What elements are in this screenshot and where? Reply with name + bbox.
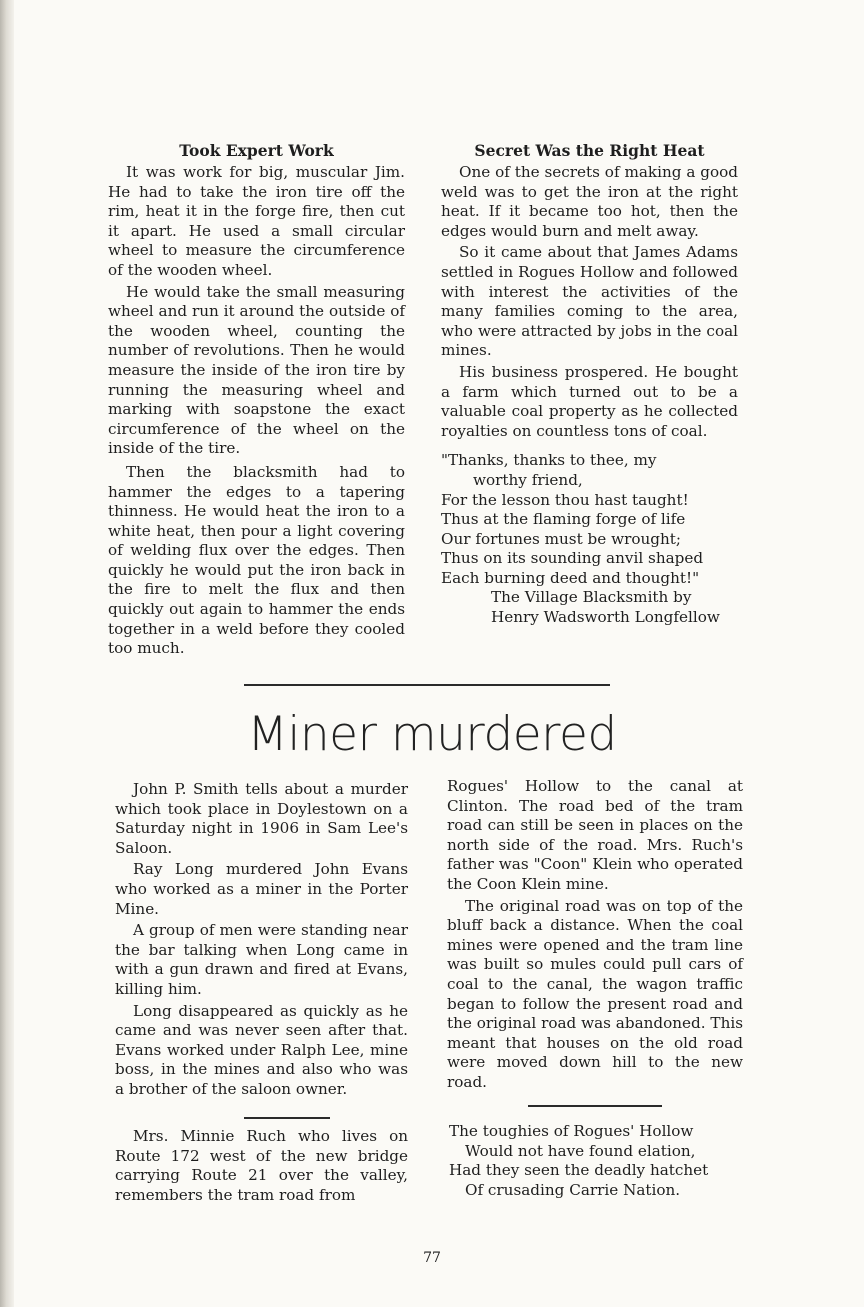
column-ruch-paragraph [115, 1127, 408, 1207]
poem-line: Our fortunes must be wrought; [441, 529, 681, 548]
carrie-nation-verse [449, 1122, 745, 1200]
paragraph: One of the secrets of making a good weld was to get the iron at the right heat. If it became too hot, then the edges would burn and melt away. [441, 163, 738, 240]
paragraph: It was work for big, muscular Jim. He had to take the iron tire off the rim, heat it in the forge fire, then cut it apart. He used a small circular wheel to measure the circumference of the wooden wheel. [108, 163, 405, 279]
column-divider-rule [528, 1105, 662, 1107]
paragraph: Mrs. Minnie Ruch who lives on Route 172 west of the new bridge carrying Route 21 over the valley, remembers the tram road from [115, 1127, 408, 1204]
paragraph: So it came about that James Adams settled in Rogues Hollow and followed with interest the activities of the many families coming to the area, who were attracted by jobs in the coal mines. [441, 243, 738, 360]
verse-line: The toughies of Rogues' Hollow [449, 1122, 694, 1140]
paragraph: His business prospered. He bought a farm which turned out to be a valuable coal property as he collected royalties on countless tons of coal. [441, 362, 738, 440]
paragraph: He would take the small measuring wheel and run it around the outside of the wooden wheel, counting the number of revolutions. Then he would measure the inside of the iron tire by running the measuring wheel and marking with soapstone the exact circumference of the wheel on the inside of the tire. [108, 282, 405, 458]
poem-line: "Thanks, thanks to thee, my [441, 451, 657, 470]
poem-line: Thus at the flaming forge of life [441, 510, 686, 529]
poem-line: For the lesson thou hast taught! [441, 490, 689, 509]
paragraph: Rogues' Hollow to the canal at Clinton. The road bed of the tram road can still be seen in places on the north side of the road. Mrs. Ruch's father was "Coon" Klein who operated the Coon Klein mine. [447, 777, 743, 893]
paragraph: John P. Smith tells about a murder which took place in Doylestown on a Saturday night in 1906 in Sam Lee's Saloon. [115, 780, 408, 857]
paragraph: Ray Long murdered John Evans who worked as a miner in the Porter Mine. [115, 860, 408, 918]
column-took-expert-work [108, 141, 405, 661]
paragraph: Then the blacksmith had to hammer the edges to a tapering thinness. He would heat the iron to a white heat, then pour a light covering of welding flux over the edges. Then quickly he would put the iron back in the fire to melt the flux and then quickly out again to hammer the ends together in a weld before they cooled too much. [108, 462, 405, 658]
paragraph: A group of men were standing near the bar talking when Long came in with a gun drawn and fired at Evans, killing him. [115, 921, 408, 998]
poem-line: worthy friend, [473, 470, 583, 489]
article-headline: Miner murdered [247, 707, 617, 762]
poem-line: Each burning deed and thought!" [441, 568, 700, 587]
paragraph: The original road was on top of the bluff back a distance. When the coal mines were opened and the tram line was built so mules could pull cars of coal to the canal, the wagon traffic began to follow the present road and the original road was abandoned. This meant that houses on the old road were moved down hill to the new road. [447, 896, 743, 1091]
verse-line: Had they seen the deadly hatchet [449, 1161, 709, 1180]
poem-attribution: The Village Blacksmith by [491, 588, 692, 607]
paragraph: Long disappeared as quickly as he came and was never seen after that. Evans worked under Ralph Lee, mine boss, in the mines and also who was a brother of the saloon owner. [115, 1001, 408, 1098]
verse-line: Of crusading Carrie Nation. [465, 1180, 681, 1199]
section-heading-took-expert-work: Took Expert Work [179, 141, 334, 160]
poem-attribution: Henry Wadsworth Longfellow [491, 608, 720, 627]
page-binding-edge [0, 0, 14, 1307]
column-miner-murdered-left [115, 780, 408, 1102]
longfellow-poem [441, 451, 738, 627]
column-secret-right-heat [441, 141, 738, 628]
verse-line: Would not have found elation, [465, 1141, 696, 1160]
poem-line: Thus on its sounding anvil shaped [441, 549, 704, 568]
section-divider-rule [244, 684, 610, 686]
column-divider-rule [244, 1117, 330, 1119]
page-number: 77 [423, 1250, 441, 1266]
section-heading-secret-right-heat: Secret Was the Right Heat [474, 141, 705, 160]
column-miner-murdered-right [447, 777, 743, 1095]
